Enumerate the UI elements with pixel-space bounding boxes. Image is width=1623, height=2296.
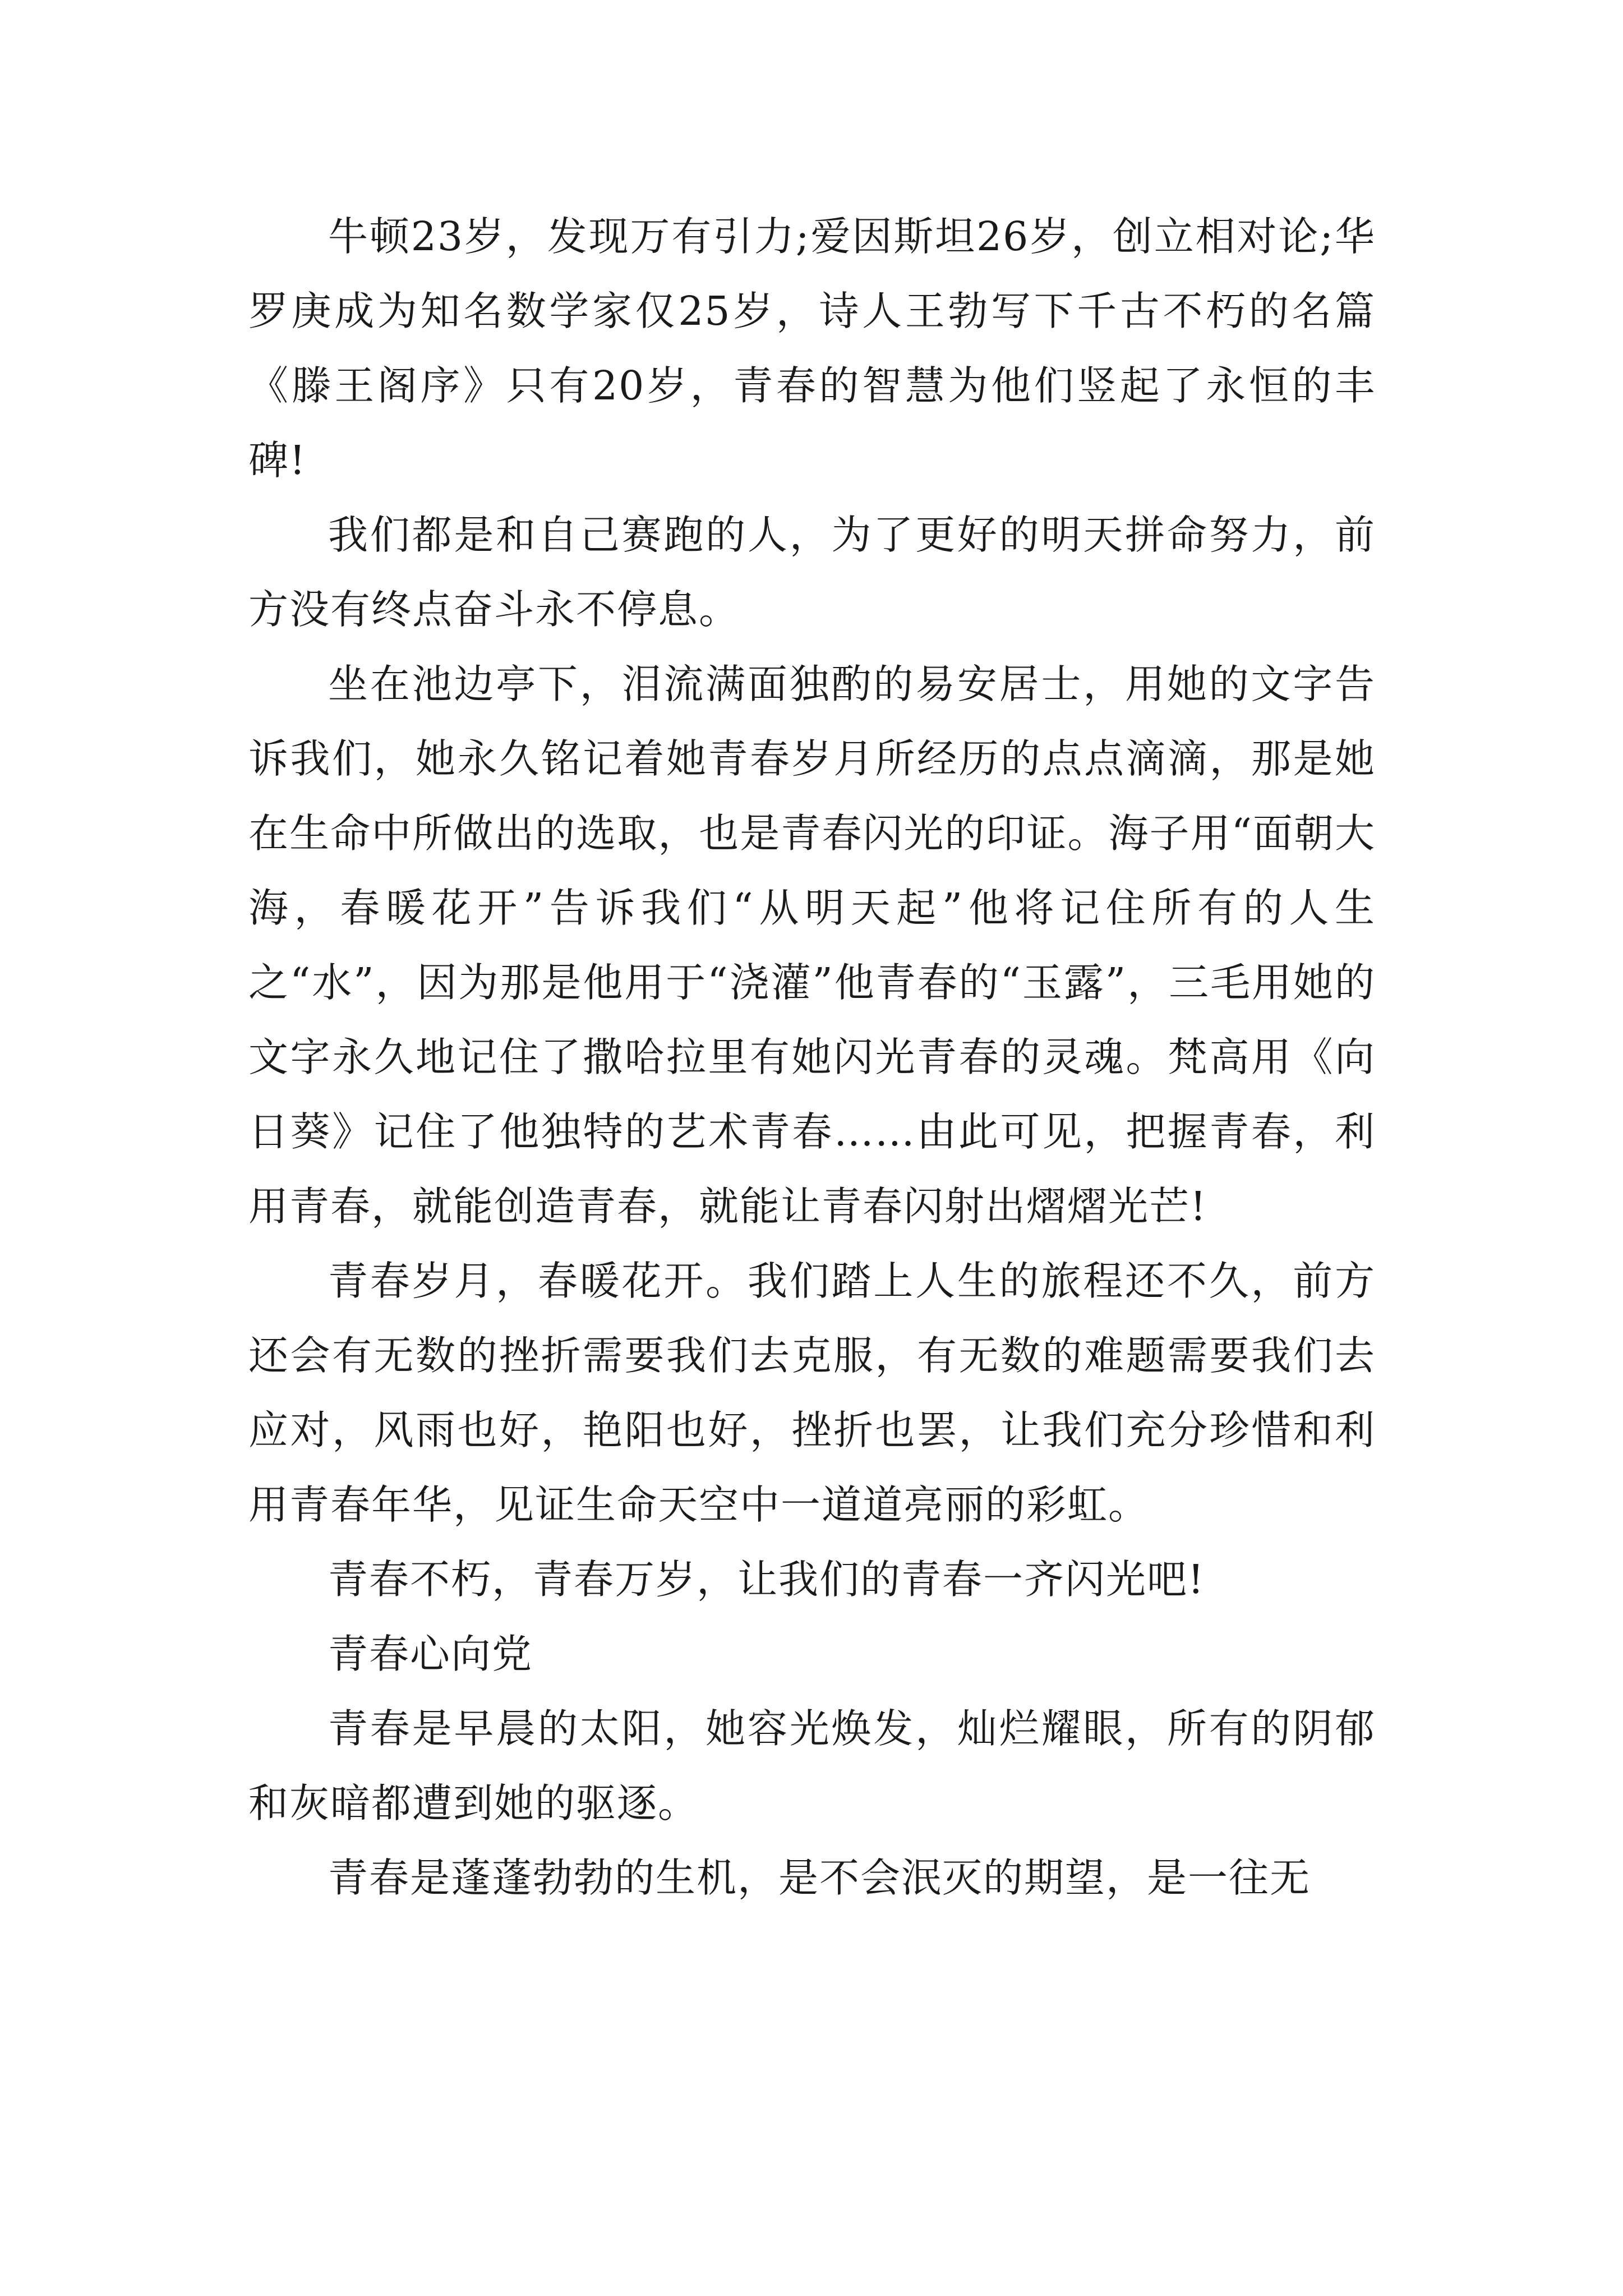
paragraph-young-scientists: 牛顿23岁，发现万有引力;爱因斯坦26岁，创立相对论;华罗庚成为知名数学家仅25岁，诗人王勃写下千古不朽的名篇《滕王阁序》只有20岁，青春的智慧为他们竖起了永恒的丰碑! [248,213,1376,484]
paragraph-youth-years: 青春岁月，春暖花开。我们踏上人生的旅程还不久，前方还会有无数的挫折需要我们去克服，有无数的难题需要我们去应对，风雨也好，艳阳也好，挫折也罢，让我们充分珍惜和利用青春年华，见证生命天空中一道道亮丽的彩虹。 [248,1258,1376,1528]
document-body [248,199,1376,1915]
paragraph-vitality: 青春是蓬蓬勃勃的生机，是不会泯灭的期望，是一往无 [328,1855,1311,1901]
section-title: 青春心向党 [328,1631,533,1677]
paragraph-poets-youth: 坐在池边亭下，泪流满面独酌的易安居士，用她的文字告诉我们，她永久铭记着她青春岁月所经历的点点滴滴，那是她在生命中所做出的选取，也是青春闪光的印证。海子用“面朝大海，春暖花开”告诉我们“从明天起”他将记住所有的人生之“水”，因为那是他用于“浇灌”他青春的“玉露”，三毛用她的文字永久地记住了撒哈拉里有她闪光青春的灵魂。梵高用《向日葵》记住了他独特的艺术青春……由此可见，把握青春，利用青春，就能创造青春，就能让青春闪射出熠熠光芒! [248,661,1376,1230]
paragraph-youth-immortal: 青春不朽，青春万岁，让我们的青春一齐闪光吧! [328,1556,1205,1603]
paragraph-morning-sun: 青春是早晨的太阳，她容光焕发，灿烂耀眼，所有的阴郁和灰暗都遭到她的驱逐。 [248,1705,1376,1826]
paragraph-racing-ourselves: 我们都是和自己赛跑的人，为了更好的明天拼命努力，前方没有终点奋斗永不停息。 [248,512,1376,633]
